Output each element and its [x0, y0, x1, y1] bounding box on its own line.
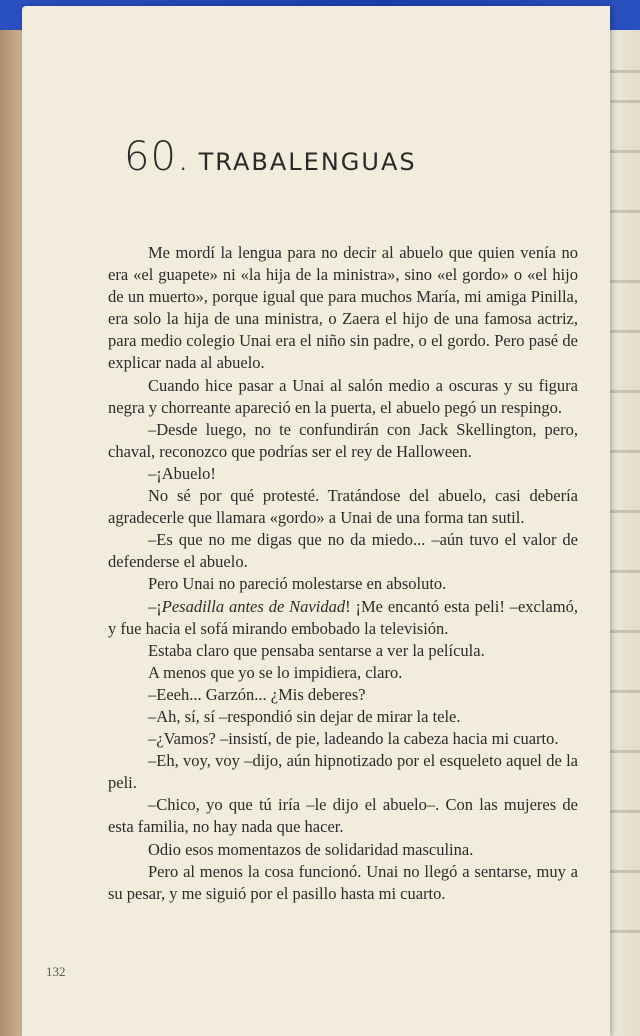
page-number: 132	[46, 964, 66, 979]
paragraph: –¡Abuelo!	[148, 463, 216, 483]
paragraph: –Desde luego, no te confundirán con Jack Skellington, pero, chaval, reconozco que podrías ser el rey de Halloween.	[108, 419, 578, 461]
paragraph: No sé por qué protesté. Tratándose del abuelo, casi debería agradecerle que llamara «gordo» a Unai de una forma tan sutil.	[108, 486, 578, 528]
movie-title: Pesadilla antes de Navidad	[161, 596, 346, 616]
paragraph: Me mordí la lengua para no decir al abuelo que quien venía no era «el guapete» ni «la hija de la ministra», sino «el gordo» o «el hijo de un muerto», porque igual que para muchos María, mi amiga Pinilla, era solo la hija de una ministra, o Zaera el hijo de una famosa actriz, para medio colegio Unai era el niño sin padre, o el gordo. Pero pasé de explicar nada al abuelo.	[108, 243, 578, 373]
chapter-number: 60.	[124, 134, 191, 180]
paragraph: –Eh, voy, voy –dijo, aún hipnotizado por el esqueleto aquel de la peli.	[108, 751, 578, 793]
paragraph: –¡Pesadilla antes de Navidad! ¡Me encantó esta peli! –exclamó, y fue hacia el sofá mirando embobado la televisión.	[108, 596, 578, 638]
paragraph: –Eeeh... Garzón... ¿Mis deberes?	[148, 684, 366, 704]
body-text	[108, 242, 578, 905]
paragraph: A menos que yo se lo impidiera, claro.	[148, 662, 403, 682]
paragraph: –¿Vamos? –insistí, de pie, ladeando la cabeza hacia mi cuarto.	[148, 729, 559, 749]
paragraph: Estaba claro que pensaba sentarse a ver la película.	[148, 640, 485, 660]
paragraph: Odio esos momentazos de solidaridad masculina.	[148, 839, 474, 859]
paragraph: –Chico, yo que tú iría –le dijo el abuelo–. Con las mujeres de esta familia, no hay nada que hacer.	[108, 795, 578, 837]
paragraph: Pero Unai no pareció molestarse en absoluto.	[148, 574, 447, 594]
paragraph: –Ah, sí, sí –respondió sin dejar de mirar la tele.	[148, 706, 461, 726]
paragraph: –Es que no me digas que no da miedo... –aún tuvo el valor de defenderse el abuelo.	[108, 530, 578, 572]
paragraph: Pero al menos la cosa funcionó. Unai no llegó a sentarse, muy a su pesar, y me siguió por el pasillo hasta mi cuarto.	[108, 861, 578, 903]
paragraph: Cuando hice pasar a Unai al salón medio a oscuras y su figura negra y chorreante apareció en la puerta, el abuelo pegó un respingo.	[108, 375, 578, 417]
chapter-title: TRABALENGUAS	[198, 148, 417, 176]
chapter-heading	[124, 134, 417, 180]
